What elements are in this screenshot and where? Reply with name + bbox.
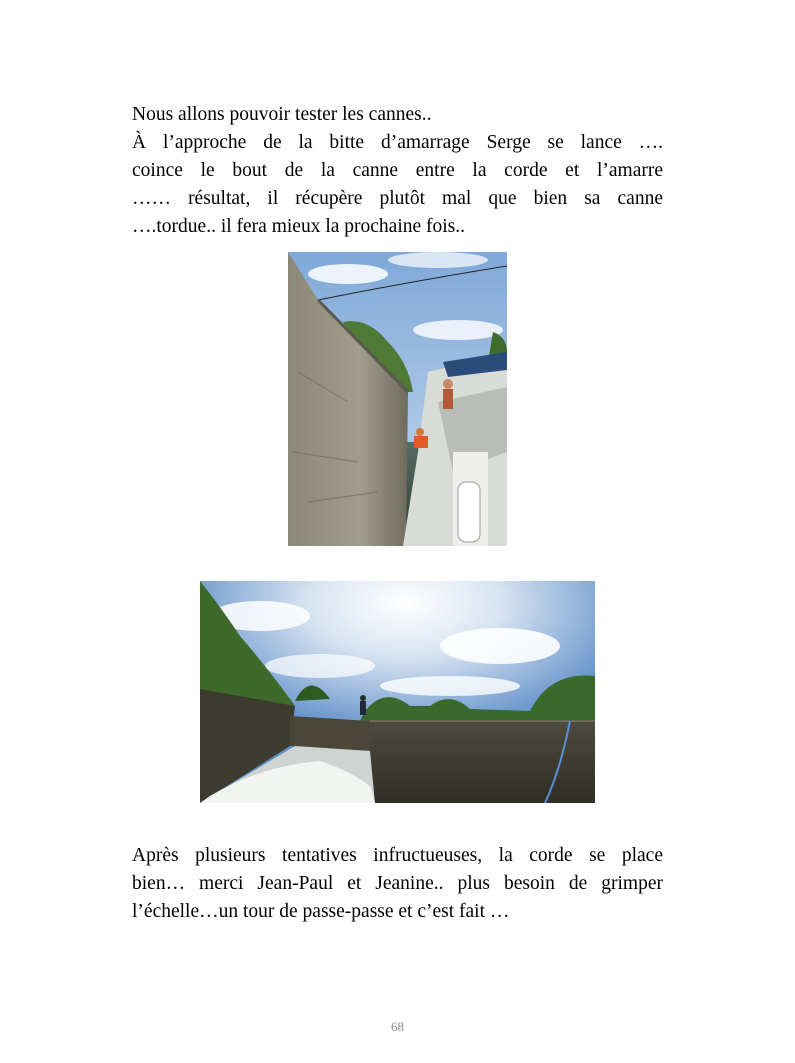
text-line: ….tordue.. il fera mieux la prochaine fois.. bbox=[132, 216, 466, 237]
text-line: coince le bout de la canne entre la corde et l’amarre bbox=[132, 160, 663, 181]
paragraph-conclusion bbox=[132, 842, 663, 926]
text-line: …… résultat, il récupère plutôt mal que bien sa canne bbox=[132, 188, 663, 209]
text-line: bien… merci Jean-Paul et Jeanine.. plus besoin de grimper bbox=[132, 873, 663, 894]
text-line: l’échelle…un tour de passe-passe et c’est fait … bbox=[132, 901, 510, 922]
lock-chamber-photo bbox=[200, 581, 595, 803]
page-number: 68 bbox=[391, 1019, 404, 1034]
text-line: Nous allons pouvoir tester les cannes.. bbox=[132, 104, 432, 125]
lock-wall-photo bbox=[288, 252, 507, 546]
paragraph-intro bbox=[132, 101, 663, 241]
text-line: À l’approche de la bitte d’amarrage Serge se lance …. bbox=[132, 132, 663, 153]
text-line: Après plusieurs tentatives infructueuses, la corde se place bbox=[132, 845, 663, 866]
